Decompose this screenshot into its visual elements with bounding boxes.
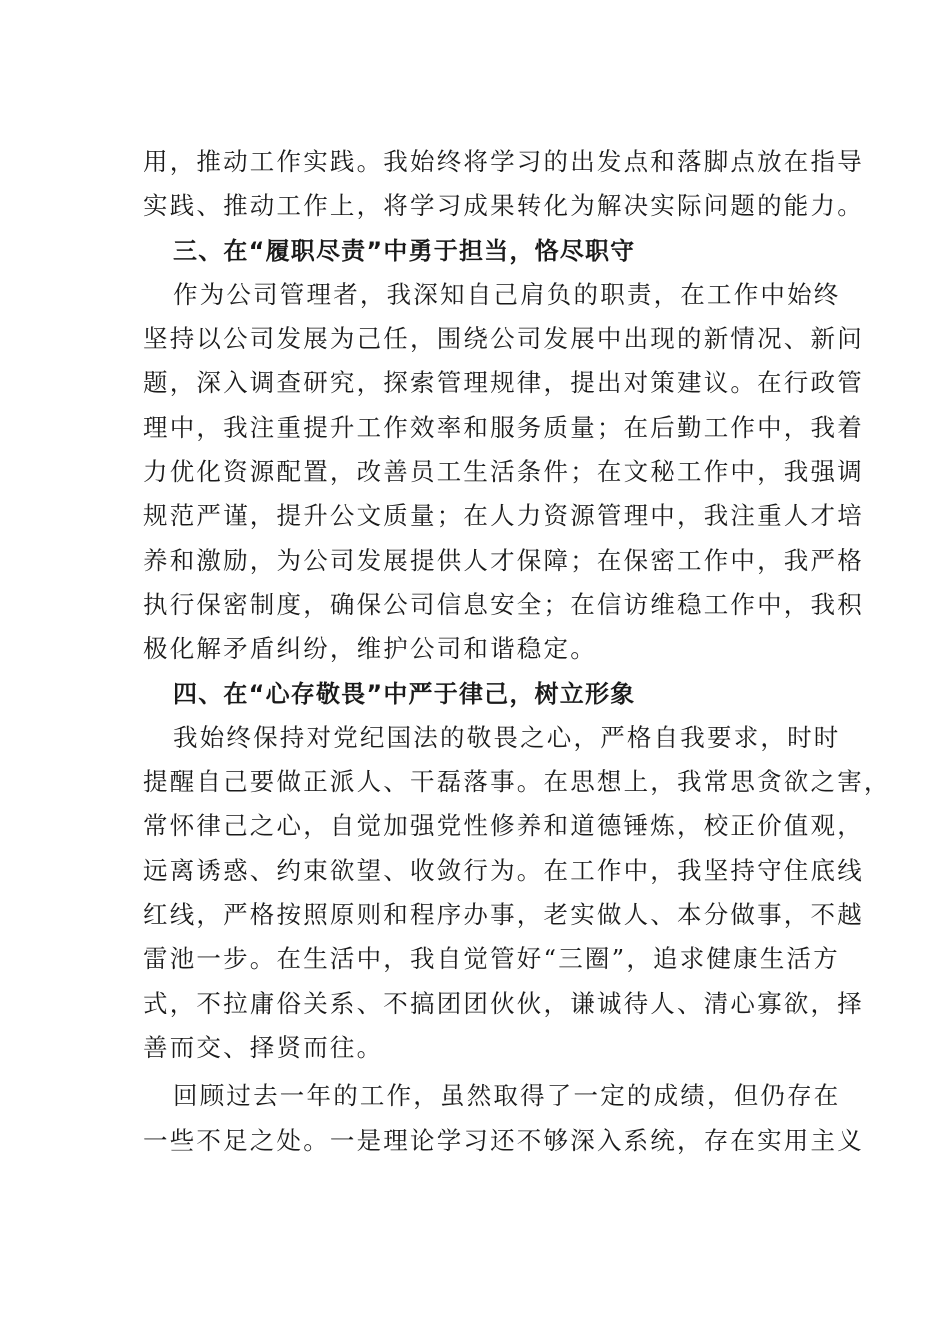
paragraph-line: 极化解矛盾纠纷，维护公司和谐稳定。 xyxy=(143,634,597,664)
paragraph-line: 善而交、择贤而往。 xyxy=(143,1032,384,1062)
paragraph-line: 作为公司管理者，我深知自己肩负的职责，在工作中始终 xyxy=(173,279,841,309)
paragraph-line: 力优化资源配置，改善员工生活条件；在文秘工作中，我强调 xyxy=(143,457,864,487)
section-heading-3: 三、在“履职尽责”中勇于担当，恪尽职守 xyxy=(173,236,636,265)
paragraph-line: 提醒自己要做正派人、干磊落事。在思想上，我常思贪欲之害， xyxy=(143,767,891,797)
paragraph-line: 题，深入调查研究，探索管理规律，提出对策建议。在行政管 xyxy=(143,368,864,398)
paragraph-line: 红线，严格按照原则和程序办事，老实做人、本分做事，不越 xyxy=(143,900,864,930)
paragraph-line: 坚持以公司发展为己任，围绕公司发展中出现的新情况、新问 xyxy=(143,324,864,354)
paragraph-line: 一些不足之处。一是理论学习还不够深入系统，存在实用主义 xyxy=(143,1125,864,1155)
paragraph-line: 雷池一步。在生活中，我自觉管好“三圈”，追求健康生活方 xyxy=(143,944,840,974)
paragraph-line: 回顾过去一年的工作，虽然取得了一定的成绩，但仍存在 xyxy=(173,1081,841,1111)
paragraph-line: 实践、推动工作上，将学习成果转化为解决实际问题的能力。 xyxy=(143,191,864,221)
section-heading-4: 四、在“心存敬畏”中严于律己，树立形象 xyxy=(173,679,636,708)
paragraph-line: 规范严谨，提升公文质量；在人力资源管理中，我注重人才培 xyxy=(143,501,864,531)
paragraph-line: 式，不拉庸俗关系、不搞团团伙伙，谦诚待人、清心寡欲，择 xyxy=(143,988,864,1018)
paragraph-line: 远离诱惑、约束欲望、收敛行为。在工作中，我坚持守住底线 xyxy=(143,855,864,885)
paragraph-line: 我始终保持对党纪国法的敬畏之心，严格自我要求，时时 xyxy=(173,722,841,752)
paragraph-line: 常怀律己之心，自觉加强党性修养和道德锤炼，校正价值观， xyxy=(143,811,864,841)
paragraph-line: 执行保密制度，确保公司信息安全；在信访维稳工作中，我积 xyxy=(143,589,864,619)
paragraph-line: 养和激励，为公司发展提供人才保障；在保密工作中，我严格 xyxy=(143,545,864,575)
paragraph-line: 理中，我注重提升工作效率和服务质量；在后勤工作中，我着 xyxy=(143,412,864,442)
document-body xyxy=(143,140,891,1163)
paragraph-line: 用，推动工作实践。我始终将学习的出发点和落脚点放在指导 xyxy=(143,147,864,176)
